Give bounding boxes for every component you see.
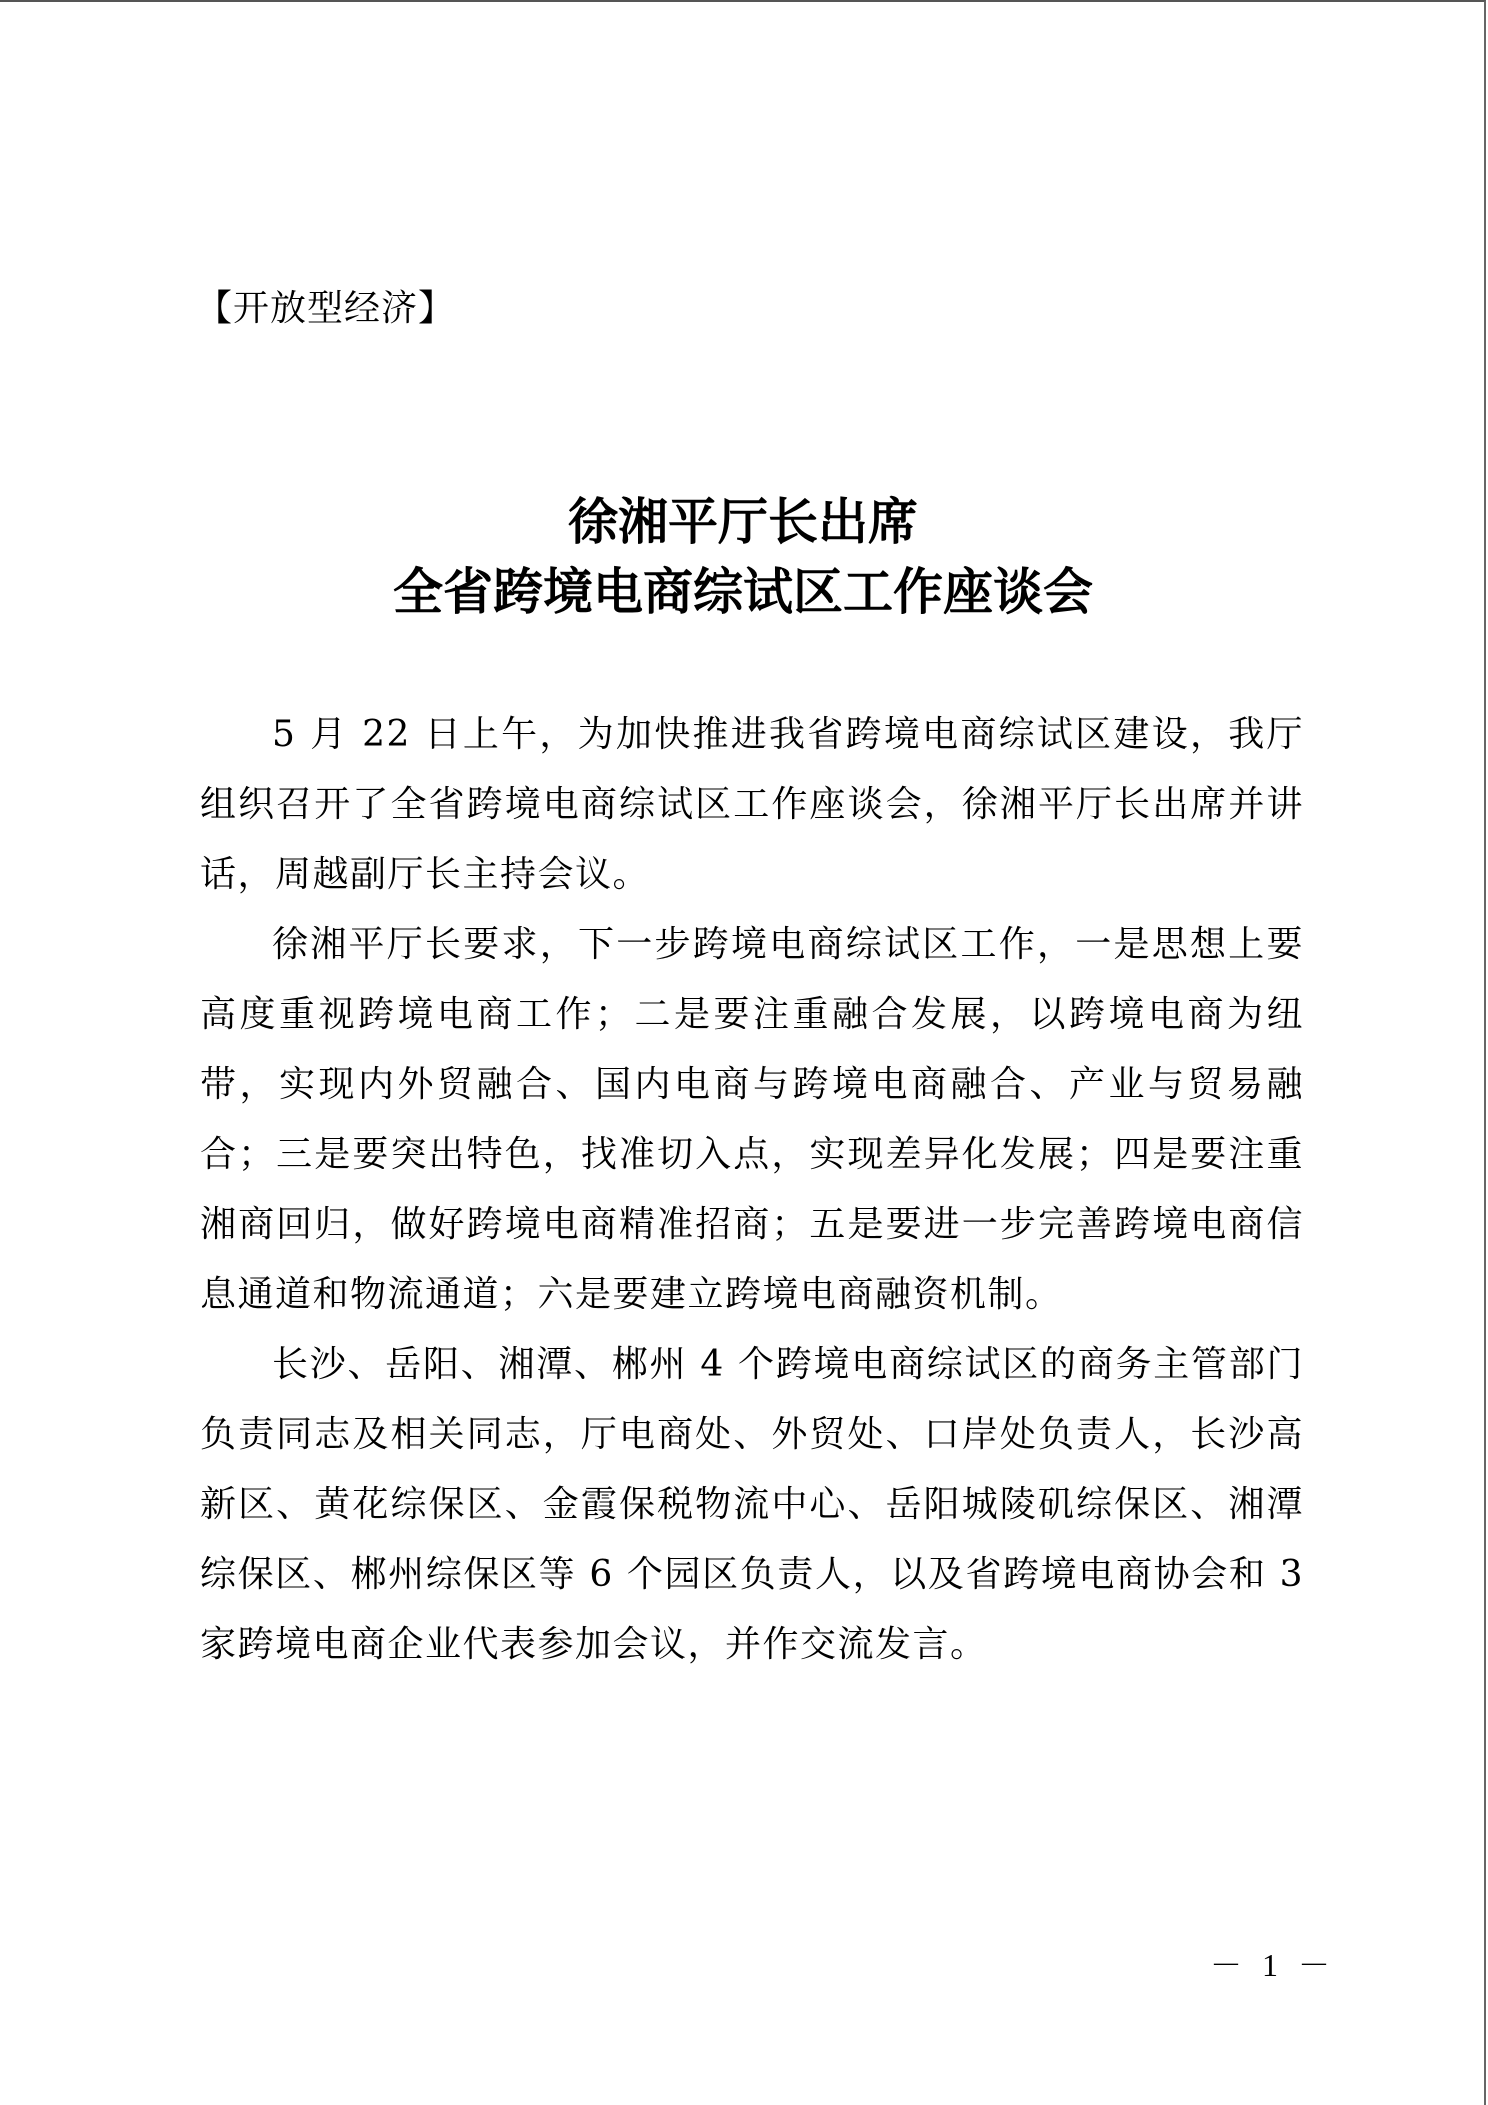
paragraph-meeting-overview: 5 月 22 日上午，为加快推进我省跨境电商综试区建设，我厅组织召开了全省跨境电商综试区工作座谈会，徐湘平厅长出席并讲话，周越副厅长主持会议。 xyxy=(200,714,1304,895)
page-number: － 1 － xyxy=(1210,1947,1337,1983)
document-title-line-1: 徐湘平厅长出席 xyxy=(568,492,918,551)
paragraph-director-requirements: 徐湘平厅长要求，下一步跨境电商综试区工作，一是思想上要高度重视跨境电商工作；二是要注重融合发展，以跨境电商为纽带，实现内外贸融合、国内电商与跨境电商融合、产业与贸易融合；三是要突出特色，找准切入点，实现差异化发展；四是要注重湘商回归，做好跨境电商精准招商；五是要进一步完善跨境电商信息通道和物流通道；六是要建立跨境电商融资机制。 xyxy=(200,924,1304,1315)
document-body xyxy=(200,700,1304,1680)
paragraph-attendees: 长沙、岳阳、湘潭、郴州 4 个跨境电商综试区的商务主管部门负责同志及相关同志，厅电商处、外贸处、口岸处负责人，长沙高新区、黄花综保区、金霞保税物流中心、岳阳城陵矶综保区、湘潭综保区、郴州综保区等 6 个园区负责人，以及省跨境电商协会和 3 家跨境电商企业代表参加会议，并作交流发言。 xyxy=(200,1344,1304,1665)
section-tag: 【开放型经济】 xyxy=(196,288,456,329)
document-title-line-2: 全省跨境电商综试区工作座谈会 xyxy=(393,562,1093,621)
